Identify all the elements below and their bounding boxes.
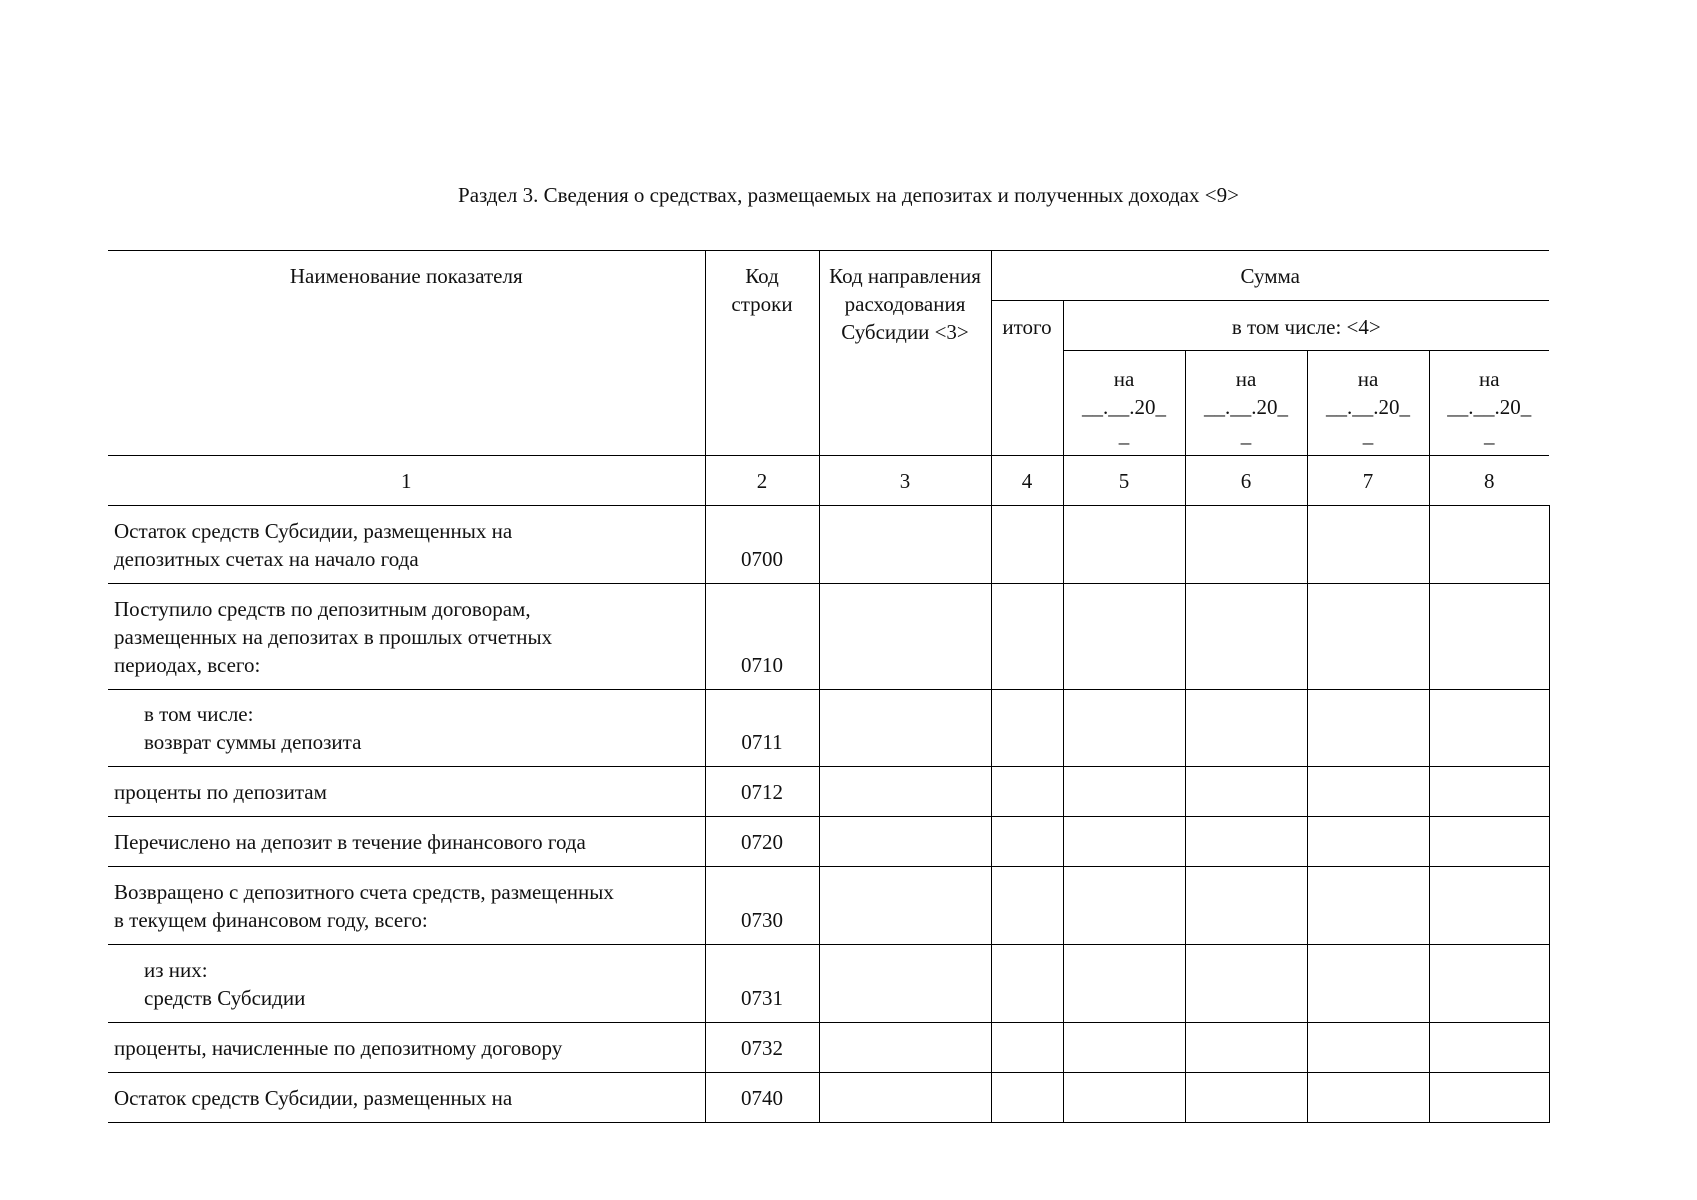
- cell-date-7[interactable]: [1307, 767, 1429, 817]
- cell-date-5[interactable]: [1063, 1073, 1185, 1123]
- cell-date-5[interactable]: [1063, 584, 1185, 690]
- cell-date-8[interactable]: [1429, 506, 1549, 584]
- cell-total[interactable]: [991, 817, 1063, 867]
- cell-total[interactable]: [991, 767, 1063, 817]
- col-number: 3: [819, 456, 991, 506]
- row-name: Поступило средств по депозитным договорам, размещенных на депозитах в прошлых отчетных периодах, всего:: [108, 584, 705, 690]
- header-sum: Сумма: [991, 251, 1549, 301]
- row-name: Остаток средств Субсидии, размещенных на: [108, 1073, 705, 1123]
- cell-date-5[interactable]: [1063, 945, 1185, 1023]
- header-date-col-8: на __.__.20_ _: [1429, 351, 1549, 456]
- col-number: 6: [1185, 456, 1307, 506]
- row-name: проценты по депозитам: [108, 767, 705, 817]
- table-row: [108, 945, 1549, 1023]
- cell-date-8[interactable]: [1429, 817, 1549, 867]
- cell-direction-code[interactable]: [819, 1073, 991, 1123]
- cell-date-7[interactable]: [1307, 1023, 1429, 1073]
- cell-date-7[interactable]: [1307, 817, 1429, 867]
- cell-date-8[interactable]: [1429, 867, 1549, 945]
- row-code: 0740: [705, 1073, 819, 1123]
- cell-date-7[interactable]: [1307, 584, 1429, 690]
- cell-total[interactable]: [991, 867, 1063, 945]
- table-row: [108, 1023, 1549, 1073]
- cell-date-5[interactable]: [1063, 817, 1185, 867]
- header-total: итого: [991, 301, 1063, 456]
- cell-date-8[interactable]: [1429, 584, 1549, 690]
- row-name: из них: средств Субсидии: [108, 945, 705, 1023]
- col-number: 4: [991, 456, 1063, 506]
- header-direction-code: Код направления расходования Субсидии <3>: [819, 251, 991, 456]
- cell-date-5[interactable]: [1063, 767, 1185, 817]
- cell-total[interactable]: [991, 1023, 1063, 1073]
- cell-date-6[interactable]: [1185, 1023, 1307, 1073]
- cell-direction-code[interactable]: [819, 767, 991, 817]
- cell-direction-code[interactable]: [819, 1023, 991, 1073]
- cell-date-6[interactable]: [1185, 584, 1307, 690]
- header-indicator-name: Наименование показателя: [108, 251, 705, 456]
- cell-total[interactable]: [991, 506, 1063, 584]
- cell-date-6[interactable]: [1185, 1073, 1307, 1123]
- table-row: [108, 867, 1549, 945]
- cell-date-8[interactable]: [1429, 690, 1549, 767]
- column-numbers-row: [108, 456, 1549, 506]
- col-number: 1: [108, 456, 705, 506]
- cell-date-6[interactable]: [1185, 817, 1307, 867]
- cell-date-5[interactable]: [1063, 506, 1185, 584]
- row-code: 0710: [705, 584, 819, 690]
- cell-date-7[interactable]: [1307, 867, 1429, 945]
- cell-total[interactable]: [991, 584, 1063, 690]
- table-row: [108, 584, 1549, 690]
- row-name: в том числе: возврат суммы депозита: [108, 690, 705, 767]
- col-number: 2: [705, 456, 819, 506]
- col-number: 5: [1063, 456, 1185, 506]
- row-code: 0731: [705, 945, 819, 1023]
- cell-direction-code[interactable]: [819, 584, 991, 690]
- row-code: 0711: [705, 690, 819, 767]
- cell-date-6[interactable]: [1185, 867, 1307, 945]
- header-including: в том числе: <4>: [1063, 301, 1549, 351]
- row-code: 0700: [705, 506, 819, 584]
- table-row: [108, 1073, 1549, 1123]
- cell-date-5[interactable]: [1063, 1023, 1185, 1073]
- row-code: 0730: [705, 867, 819, 945]
- col-number: 7: [1307, 456, 1429, 506]
- cell-date-8[interactable]: [1429, 1023, 1549, 1073]
- cell-date-6[interactable]: [1185, 690, 1307, 767]
- header-date-col-6: на __.__.20_ _: [1185, 351, 1307, 456]
- table-row: [108, 767, 1549, 817]
- cell-total[interactable]: [991, 945, 1063, 1023]
- table-row: [108, 817, 1549, 867]
- cell-date-5[interactable]: [1063, 867, 1185, 945]
- cell-direction-code[interactable]: [819, 945, 991, 1023]
- cell-direction-code[interactable]: [819, 506, 991, 584]
- cell-date-5[interactable]: [1063, 690, 1185, 767]
- cell-date-8[interactable]: [1429, 945, 1549, 1023]
- cell-date-7[interactable]: [1307, 506, 1429, 584]
- table-row: [108, 690, 1549, 767]
- cell-date-8[interactable]: [1429, 767, 1549, 817]
- header-line-code: Код строки: [705, 251, 819, 456]
- cell-direction-code[interactable]: [819, 690, 991, 767]
- cell-total[interactable]: [991, 690, 1063, 767]
- header-date-col-5: на __.__.20_ _: [1063, 351, 1185, 456]
- cell-date-7[interactable]: [1307, 945, 1429, 1023]
- section-title: Раздел 3. Сведения о средствах, размещаемых на депозитах и полученных доходах <9>: [458, 183, 1239, 207]
- col-number: 8: [1429, 456, 1549, 506]
- row-name: Возвращено с депозитного счета средств, размещенных в текущем финансовом году, всего:: [108, 867, 705, 945]
- row-code: 0732: [705, 1023, 819, 1073]
- row-name: проценты, начисленные по депозитному договору: [108, 1023, 705, 1073]
- cell-date-6[interactable]: [1185, 945, 1307, 1023]
- row-name: Остаток средств Субсидии, размещенных на депозитных счетах на начало года: [108, 506, 705, 584]
- header-date-col-7: на __.__.20_ _: [1307, 351, 1429, 456]
- cell-direction-code[interactable]: [819, 867, 991, 945]
- deposits-table: [108, 250, 1550, 1123]
- row-name: Перечислено на депозит в течение финансового года: [108, 817, 705, 867]
- cell-date-6[interactable]: [1185, 506, 1307, 584]
- table-row: [108, 506, 1549, 584]
- cell-date-8[interactable]: [1429, 1073, 1549, 1123]
- cell-date-7[interactable]: [1307, 690, 1429, 767]
- cell-direction-code[interactable]: [819, 817, 991, 867]
- cell-date-6[interactable]: [1185, 767, 1307, 817]
- row-code: 0720: [705, 817, 819, 867]
- row-code: 0712: [705, 767, 819, 817]
- cell-date-7[interactable]: [1307, 1073, 1429, 1123]
- cell-total[interactable]: [991, 1073, 1063, 1123]
